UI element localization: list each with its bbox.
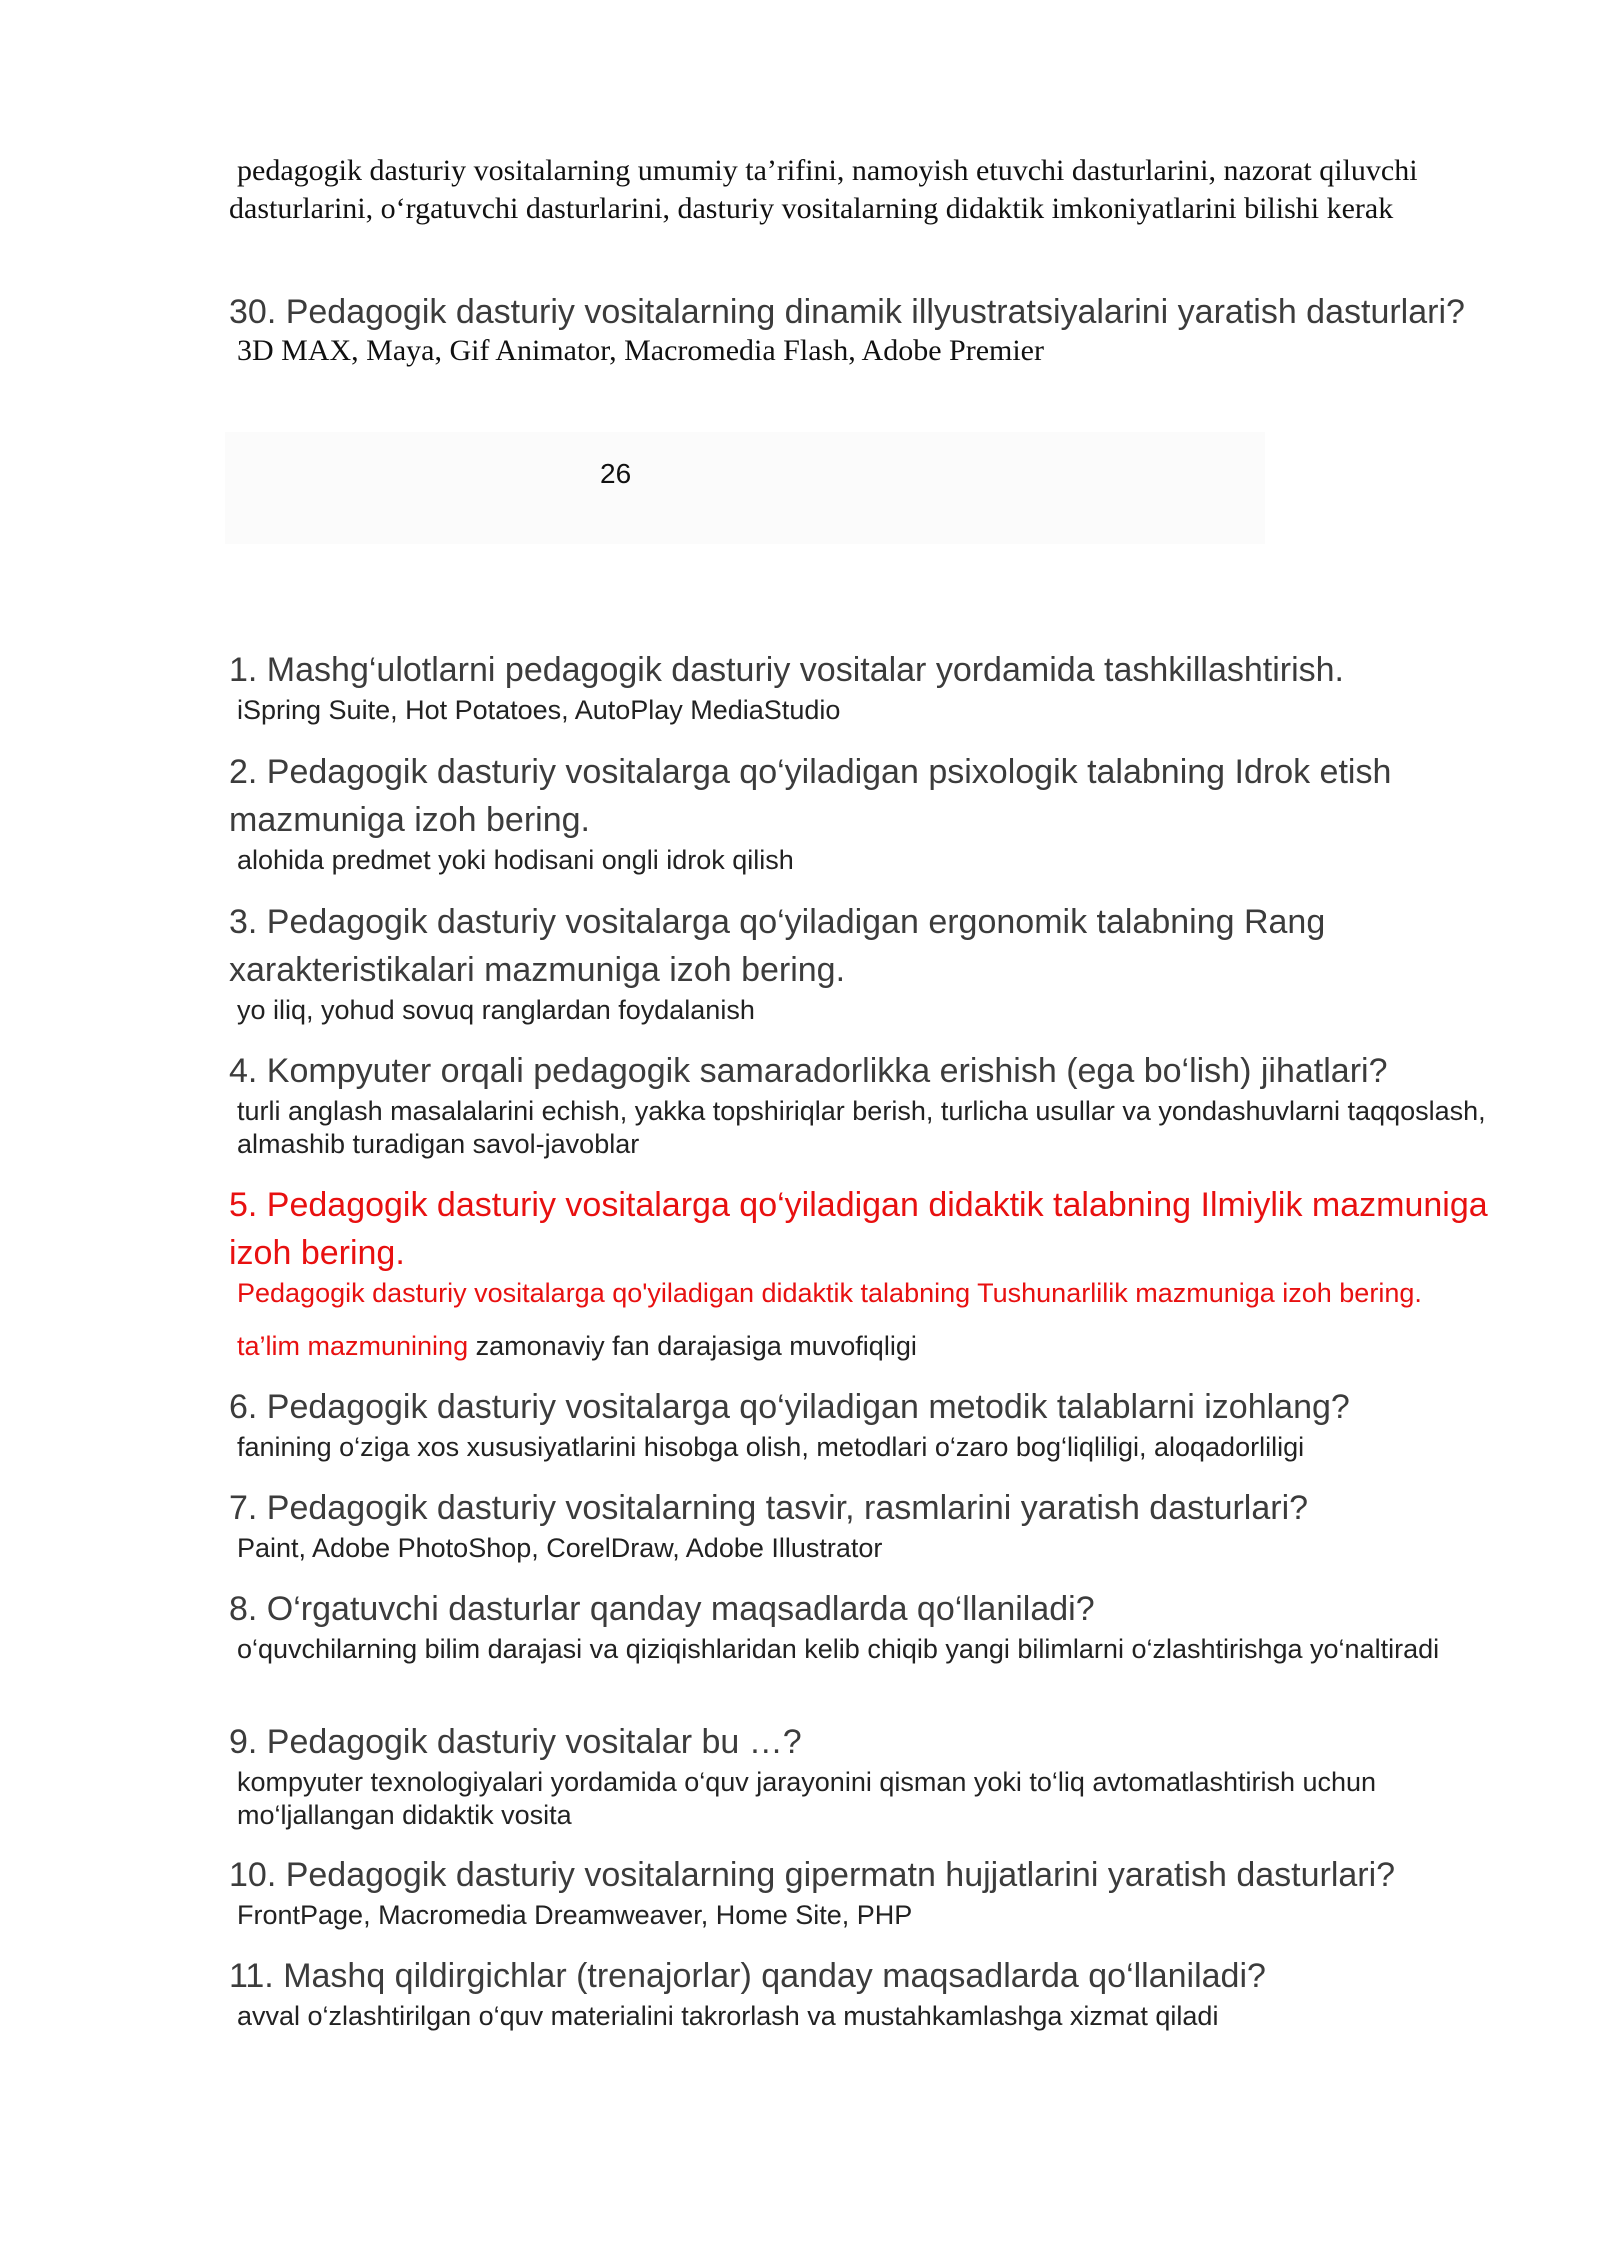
question-text: 2. Pedagogik dasturiy vositalarga qo‘yiladigan psixologik talabning Idrok etish mazmuniga izoh bering.: [229, 753, 1392, 839]
question-5: [229, 1181, 1489, 1363]
question-30: [229, 288, 1489, 370]
question-1: [229, 646, 1489, 727]
answer-text: turli anglash masalalarini echish, yakka topshiriqlar berish, turlicha usullar va yondashuvlarni taqqoslash, almashib turadigan savol-javoblar: [237, 1096, 1486, 1159]
page-number-box: [225, 432, 1265, 544]
answer-text: avval o‘zlashtirilgan o‘quv materialini takrorlash va mustahkamlashga xizmat qiladi: [237, 2001, 1219, 2031]
question-text: 7. Pedagogik dasturiy vositalarning tasvir, rasmlarini yaratish dasturlari?: [229, 1489, 1309, 1527]
question-text: 8. O‘rgatuvchi dasturlar qanday maqsadlarda qo‘llaniladi?: [229, 1590, 1095, 1628]
question-30-text: 30. Pedagogik dasturiy vositalarning dinamik illyustratsiyalarini yaratish dasturlari?: [229, 293, 1465, 331]
question-text: 10. Pedagogik dasturiy vositalarning gipermatn hujjatlarini yaratish dasturlari?: [229, 1856, 1396, 1894]
question-text: 3. Pedagogik dasturiy vositalarga qo‘yiladigan ergonomik talabning Rang xarakteristikalari mazmuniga izoh bering.: [229, 903, 1326, 989]
answer-text: yo iliq, yohud sovuq ranglardan foydalanish: [237, 995, 755, 1025]
answer-text: o‘quvchilarning bilim darajasi va qiziqishlaridan kelib chiqib yangi bilimlarni o‘zlashtirishga yo‘naltiradi: [237, 1634, 1440, 1664]
question-9: [229, 1718, 1489, 1832]
answer-text: Paint, Adobe PhotoShop, CorelDraw, Adobe Illustrator: [237, 1533, 883, 1563]
question-text: 1. Mashg‘ulotlarni pedagogik dasturiy vositalar yordamida tashkillashtirish.: [229, 651, 1344, 689]
answer-text: alohida predmet yoki hodisani ongli idrok qilish: [237, 845, 794, 875]
answer-rest: zamonaviy fan darajasiga muvofiqligi: [475, 1331, 917, 1361]
answer-text: [229, 1330, 1489, 1363]
question-text: 4. Kompyuter orqali pedagogik samaradorlikka erishish (ega bo‘lish) jihatlari?: [229, 1052, 1388, 1090]
question-30-answer: 3D MAX, Maya, Gif Animator, Macromedia Flash, Adobe Premier: [237, 334, 1044, 367]
question-2: [229, 748, 1489, 877]
question-subtext: Pedagogik dasturiy vositalarga qo'yiladigan didaktik talabning Tushunarlilik mazmuniga izoh bering.: [237, 1278, 1422, 1308]
answer-text: fanining o‘ziga xos xususiyatlarini hisobga olish, metodlari o‘zaro bog‘liqliligi, aloqadorliligi: [237, 1432, 1305, 1462]
question-4: [229, 1047, 1489, 1161]
question-text: 9. Pedagogik dasturiy vositalar bu …?: [229, 1723, 802, 1761]
answer-text: FrontPage, Macromedia Dreamweaver, Home Site, PHP: [237, 1900, 913, 1930]
answer-highlight: ta’lim mazmunining: [237, 1331, 469, 1361]
question-8: [229, 1585, 1489, 1666]
answer-text: iSpring Suite, Hot Potatoes, AutoPlay MediaStudio: [237, 695, 841, 725]
question-text: 11. Mashq qildirgichlar (trenajorlar) qanday maqsadlarda qo‘llaniladi?: [229, 1957, 1266, 1995]
question-7: [229, 1484, 1489, 1565]
question-6: [229, 1383, 1489, 1464]
answer-continued: pedagogik dasturiy vositalarning umumiy ta’rifini, namoyish etuvchi dasturlarini, nazorat qiluvchi dasturlarini, o‘rgatuvchi dasturlarini, dasturiy vositalarning didaktik imkoniyatlarini bilishi kerak: [229, 154, 1418, 225]
answer-text: kompyuter texnologiyalari yordamida o‘quv jarayonini qisman yoki to‘liq avtomatlashtirish uchun mo‘ljallangan didaktik vosita: [237, 1767, 1377, 1830]
question-10: [229, 1851, 1489, 1932]
page-number: 26: [600, 458, 632, 489]
question-11: [229, 1952, 1489, 2033]
question-text: 6. Pedagogik dasturiy vositalarga qo‘yiladigan metodik talablarni izohlang?: [229, 1388, 1350, 1426]
question-text: 5. Pedagogik dasturiy vositalarga qo‘yiladigan didaktik talabning Ilmiylik mazmuniga izoh bering.: [229, 1186, 1488, 1272]
question-3: [229, 898, 1489, 1027]
